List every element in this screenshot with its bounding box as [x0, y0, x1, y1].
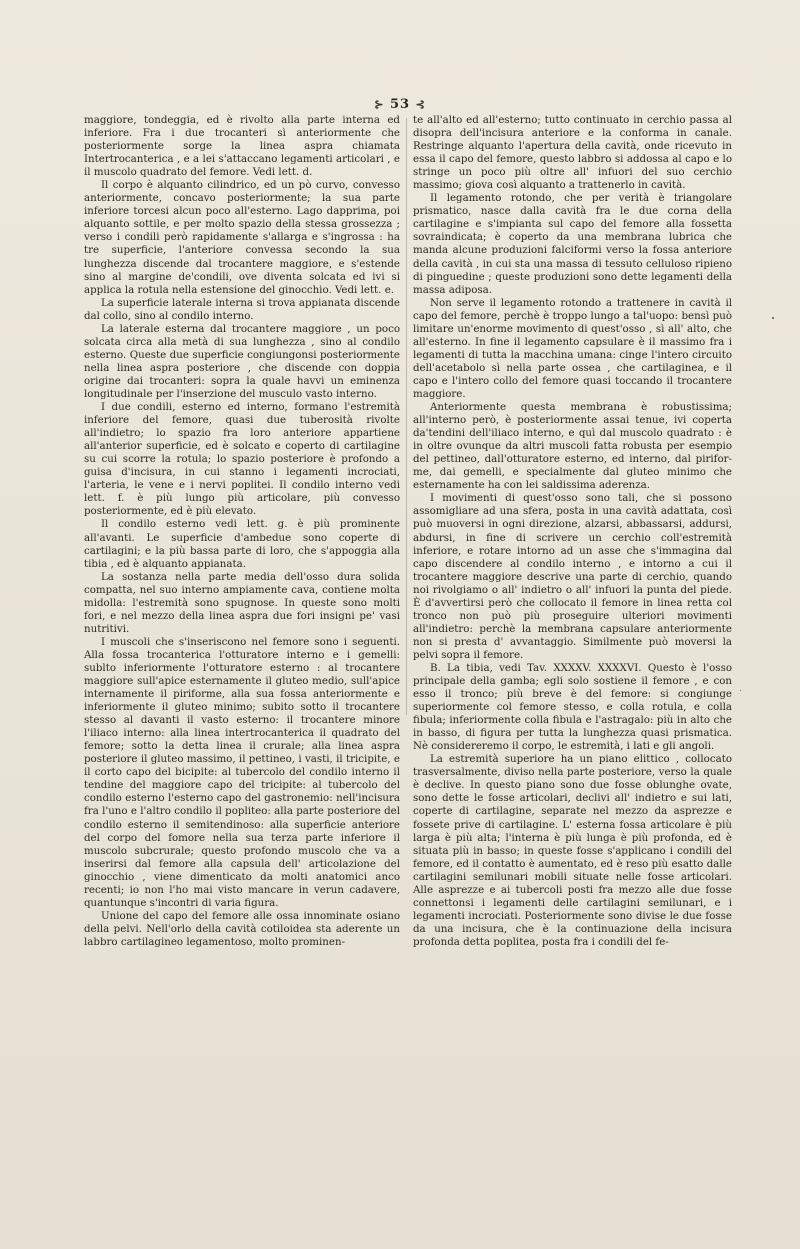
- paragraph: I movimenti di quest'osso sono tali, che si possono assomigliare ad una sfera, posta in una cavità adattata, così può muoversi in ogni direzione, alzarsi, abbassarsi, addursi, abdursi, in fine di scrivere un cerchio coll'estremità inferiore, e rotare intorno ad un asse che s'immagina dal capo discendere al condilo interno , e intorno a cui il trocantere maggiore descrive una parte di cerchio, quando noi rivolgiamo o all' indietro o all' infuori la punta del piede. È d'avvertirsi però che collocato il femore in linea retta col tronco non può più proseguire ulteriori movimenti all'indietro: perchè la membrana capsulare anteriormente non si presta d' avvantaggio. Similmente può moversi la pelvi sopra il femore.: [413, 492, 732, 661]
- paragraph: Anteriormente questa membrana è robustissima; all'interno però, è posteriormente assai tenue, ivi coperta da'tendini dell'iliaco interno, e quì dal muscolo quadrato : è in oltre ovunque da altri muscoli fatta robusta per esempio del pettineo, dall'otturatore esterno, ed interno, dal pirifor-me, dai gemelli, e specialmente dal gluteo minimo che esternamente ha con lei saldissima aderenza.: [413, 401, 732, 492]
- page-header: [0, 97, 800, 112]
- paragraph: Il legamento rotondo, che per verità è triangolare prismatico, nasce dalla cavità fra le due corna della cartilagine e s'impianta sul capo del femore alla fossetta sovraindicata; è coperto da una membrana lubrica che manda alcune produzioni falciformi verso la fossa anteriore della cavità , in cui sta una massa di tessuto celluloso ripieno di pinguedine ; queste produzioni sono dette legamenti della massa adiposa.: [413, 192, 732, 296]
- paragraph: La superficie laterale interna si trova appianata discende dal collo, sino al condilo interno.: [84, 296, 400, 322]
- paragraph: Non serve il legamento rotondo a trattenere in cavità il capo del femore, perchè è troppo lungo a tal'uopo: bensì può limitare un'enorme movimento di quest'osso , sì all' alto, che all'esterno. In fine il legamento capsulare è il massimo fra i legamenti di tutta la macchina umana: cinge l'intero circuito dell'acetabolo sì nella parte ossea , che cartilaginea, e il capo e l'intero collo del femore quasi toccando il trocantere maggiore.: [413, 296, 732, 400]
- paragraph: Unione del capo del femore alle ossa innominate osiano della pelvi. Nell'orlo della cavità cotiloidea sta aderente un labbro cartilagineo legamentoso, molto prominen-: [84, 909, 400, 948]
- right-column: [413, 114, 732, 949]
- paragraph: B. La tibia, vedi Tav. XXXXV. XXXXVI. Questo è l'osso principale della gamba; egli solo sostiene il femore , e con esso il tronco; più breve è del femore: si congiunge superiormente col femore stesso, e colla rotula, e colla fibula; inferiormente colla fibula e l'astragalo: più in alto che in basso, di figura per tutta la lunghezza quasi prismatica. Nè considereremo il corpo, le estremità, i lati e gli angoli.: [413, 661, 732, 753]
- page-number: 53: [389, 97, 411, 112]
- paragraph: te all'alto ed all'esterno; tutto continuato in cerchio passa al disopra dell'incisura anteriore e la conforma in canale. Restringe alquanto l'apertura della cavità, onde ricevuto in essa il capo del femore, questo labbro si addossa al capo e lo stringe un poco più oltre all' infuori del suo cerchio massimo; giova così alquanto a trattenerlo in cavità.: [413, 114, 732, 192]
- ornament-right-icon: ⊰: [415, 98, 426, 111]
- paper-speck: [740, 690, 741, 691]
- paragraph: Il corpo è alquanto cilindrico, ed un pò curvo, convesso anteriormente, concavo posteriormente; la sua parte inferiore torcesi alcun poco all'esterno. Lago dapprima, poi alquanto sottile, e per molto spazio della stessa grossezza ; verso i condili però rapidamente s'allarga e s'ingrossa : ha tre superficie, l'anteriore convessa secondo la sua lunghezza discende dal trocantere maggiore, e s'estende sino al margine de'condili, ove diventa solcata ed ivi si applica la rotula nella estensione del ginocchio. Vedi lett. e.: [84, 179, 400, 296]
- paragraph: I due condili, esterno ed interno, formano l'estremità inferiore del femore, quasi due tuberosità rivolte all'indietro; lo spazio fra loro anteriore appartiene all'anterior superficie, ed è solcato e coperto di cartilagine su cui scorre la rotula; lo spazio posteriore è profondo a guisa d'incisura, in cui stanno i legamenti incrociati, l'arteria, le vene e i nervi poplitei. Il condilo interno vedi lett. f. è più lungo più articolare, più convesso posteriormente, ed è più elevato.: [84, 401, 400, 518]
- column-divider: [406, 118, 407, 715]
- paragraph: Il condilo esterno vedi lett. g. è più prominente all'avanti. Le superficie d'ambedue sono coperte di cartilagini; e la più bassa parte di loro, che s'appoggia alla tibia , ed è alquanto appianata.: [84, 518, 400, 570]
- ornament-left-icon: ⊱: [374, 98, 385, 111]
- paragraph: La laterale esterna dal trocantere maggiore , un poco solcata circa alla metà di sua lunghezza , sino al condilo esterno. Queste due superficie congiungonsi posteriormente nella linea aspra posteriore , che discende con doppia origine dai trocanteri: sopra la quale havvi un eminenza longitudinale per l'inserzione del musculo vasto interno.: [84, 322, 400, 400]
- left-column: [84, 114, 400, 949]
- paragraph: La estremità superiore ha un piano elittico , collocato trasversalmente, diviso nella parte posteriore, verso la quale è declive. In questo piano sono due fosse oblunghe ovate, sono dette le fosse articolari, declivi all' indietro e sui lati, coperte di cartilagine, separate nel mezzo da asprezze e fossete prive di cartilagine. L' esterna fossa articolare è più larga è più alta; l'interna è più lunga è più profonda, ed è situata più in basso; in queste fosse s'applicano i condili del femore, ed il contatto è aumentato, ed è reso più esatto dalle cartilagini semilunari mobili situate nelle fosse articolari. Alle asprezze e ai tubercoli posti fra mezzo alle due fosse connettonsi i legamenti delle cartilagini semilunari, e i legamenti incrociati. Posteriormente sono divise le due fosse da una incisura, che è la continuazione della incisura profonda detta poplitea, posta fra i condili del fe-: [413, 753, 732, 948]
- paragraph: I muscoli che s'inseriscono nel femore sono i seguenti. Alla fossa trocanterica l'otturatore interno e i gemelli: sublto inferiormente l'otturatore esterno : al trocantere maggiore sull'apice esternamente il gluteo medio, sull'apice internamente il piriforme, alla sua fossa anteriormente e inferiormente il gluteo minimo; subito sotto il trocantere stesso al davanti il vasto esterno: il trocantere minore l'iliaco interno: alla linea intertrocanterica il quadrato del femore; sotto la detta linea il crurale; alla linea aspra posteriore il gluteo massimo, il pettineo, i vasti, il tricipite, e il corto capo del bicipite: al tubercolo del condilo interno il tendine del maggiore capo del tricipite: al tubercolo del condilo esterno l'esterno capo del gastronemio: nell'incisura fra l'uno e l'altro condilo il popliteo: alla parte posteriore del condilo esterno il semitendinoso: alla superficie anteriore del corpo del fomore nella sua terza parte inferiore il muscolo subcrurale; questo profondo muscolo che va a inserirsi dal femore alla capsula dell' articolazione del ginocchio , viene dimenticato da molti anatomici anco recenti; io non l'ho mai visto mancare in verun cadavere, quantunque s'incontri di varia figura.: [84, 635, 400, 909]
- paragraph: maggiore, tondeggia, ed è rivolto alla parte interna ed inferiore. Fra i due trocanteri sì anteriormente che posteriormente sorge la linea aspra chiamata Intertrocanterica , e a lei s'attaccano legamenti articolari , e il muscolo quadrato del femore. Vedi lett. d.: [84, 114, 400, 179]
- paper-speck: [772, 317, 774, 319]
- paragraph: La sostanza nella parte media dell'osso dura solida compatta, nel suo interno ampiamente cava, contiene molta midolla: l'estremità sono spugnose. In queste sono molti fori, e nel mezzo della linea aspra due fori insigni pe' vasi nutritivi.: [84, 570, 400, 635]
